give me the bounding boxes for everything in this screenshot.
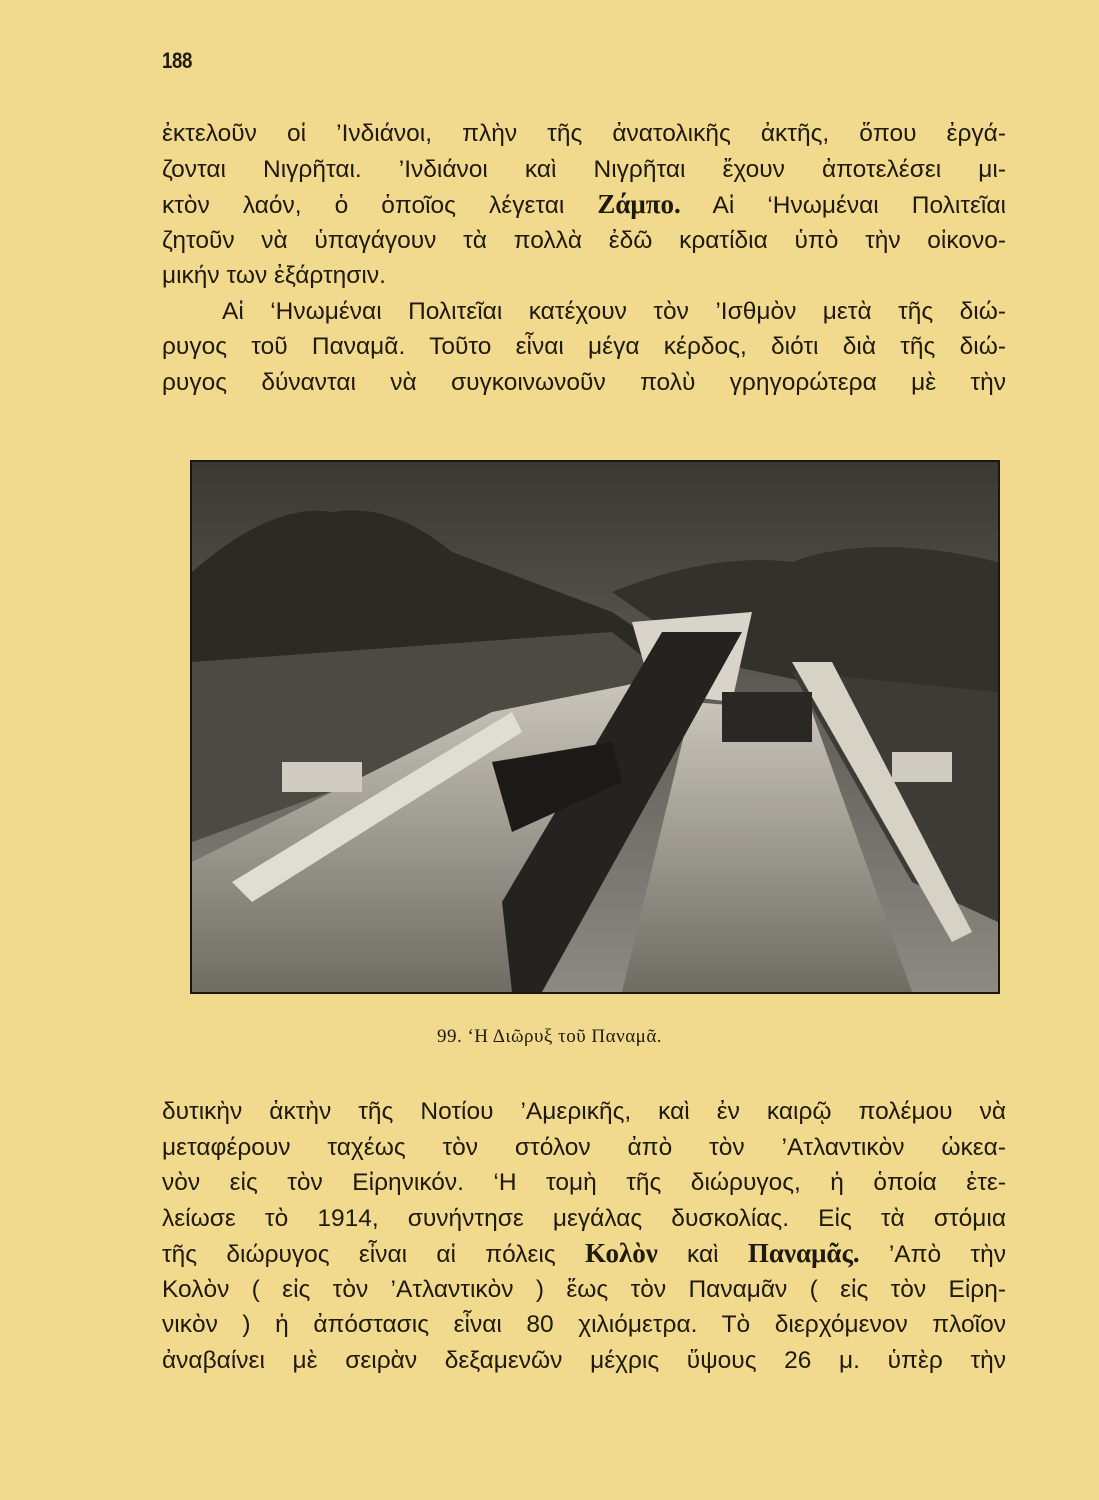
text: ἐκτελοῦν οἱ ’Ινδιάνοι, πλὴν τῆς ἀνατολικῆς ἀκτῆς, ὅπου ἐργά- <box>162 120 1006 147</box>
bold-term: Παναμᾶς. <box>747 1238 860 1268</box>
text: νικὸν ) ἡ ἀπόστασις εἶναι 80 χιλιόμετρα. Τὸ διερχόμενον πλοῖον <box>162 1311 1006 1338</box>
text-line <box>162 1343 1006 1379</box>
text-line <box>162 258 1006 294</box>
text-line <box>162 1201 1006 1237</box>
page-number: 188 <box>162 48 192 73</box>
text-line <box>162 365 1006 401</box>
paragraph-bottom <box>162 1094 1006 1378</box>
text-line <box>162 294 1006 330</box>
paragraph-top <box>162 116 1006 400</box>
text-line <box>162 1165 1006 1201</box>
bold-term: Κολὸν <box>584 1238 658 1268</box>
text: δυτικὴν ἀκτὴν τῆς Νοτίου ’Αμερικῆς, καὶ ἐν καιρῷ πολέμου νὰ <box>162 1098 1006 1125</box>
text-line <box>162 1130 1006 1166</box>
text: κτὸν λαόν, ὁ ὁποῖος λέγεται <box>162 192 565 219</box>
text: τῆς διώρυγος εἶναι αἱ πόλεις <box>162 1241 556 1268</box>
text: ζητοῦν νὰ ὑπαγάγουν τὰ πολλὰ ἐδῶ κρατίδια ὑπὸ τὴν οἰκονο- <box>162 226 1006 254</box>
text-line <box>162 329 1006 365</box>
text-line <box>162 116 1006 152</box>
text-line <box>162 1272 1006 1308</box>
text: ζονται Νιγρῆται. ’Ινδιάνοι καὶ Νιγρῆται ἔχουν ἀποτελέσει μι- <box>162 155 1006 183</box>
text: νὸν εἰς τὸν Εἰρηνικόν. ‘Η τομὴ τῆς διώρυγος, ἡ ὁποία ἐτε- <box>162 1169 1006 1196</box>
text: λείωσε τὸ 1914, συνήντησε μεγάλας δυσκολίας. Εἰς τὰ στόμια <box>162 1204 1006 1232</box>
text-line <box>162 1307 1006 1343</box>
text: μικήν των ἐξάρτησιν. <box>162 262 386 289</box>
text: ρυγος τοῦ Παναμᾶ. Τοῦτο εἶναι μέγα κέρδος, διότι διὰ τῆς διώ- <box>162 333 1006 360</box>
text: μεταφέρουν ταχέως τὸν στόλον ἀπὸ τὸν ’Ατλαντικὸν ὠκεα- <box>162 1133 1006 1161</box>
text-line <box>162 1094 1006 1130</box>
text-line <box>162 1236 1006 1272</box>
text-line <box>162 223 1006 259</box>
text: Κολὸν ( εἰς τὸν ’Ατλαντικὸν ) ἕως τὸν Παναμᾶν ( εἰς τὸν Εἰρη- <box>162 1275 1006 1303</box>
text-line <box>162 152 1006 188</box>
text-line <box>162 187 1006 223</box>
bold-term: Ζάμπο. <box>597 189 681 219</box>
panama-canal-photo <box>190 460 1000 994</box>
figure-caption: 99. ‘Η Διῶρυξ τοῦ Παναμᾶ. <box>436 1026 663 1047</box>
text: Αἱ ‘Ηνωμέναι Πολιτεῖαι κατέχουν τὸν ’Ισθμὸν μετὰ τῆς διώ- <box>222 297 1006 325</box>
text: καὶ <box>687 1241 719 1268</box>
text: Αἱ ‘Ηνωμέναι Πολιτεῖαι <box>712 192 1006 219</box>
text: ρυγος δύνανται νὰ συγκοινωνοῦν πολὺ γρηγορώτερα μὲ τὴν <box>162 368 1006 396</box>
text: ἀναβαίνει μὲ σειρὰν δεξαμενῶν μέχρις ὕψους 26 μ. ὑπὲρ τὴν <box>162 1346 1006 1374</box>
text: ’Απὸ τὴν <box>888 1241 1006 1268</box>
